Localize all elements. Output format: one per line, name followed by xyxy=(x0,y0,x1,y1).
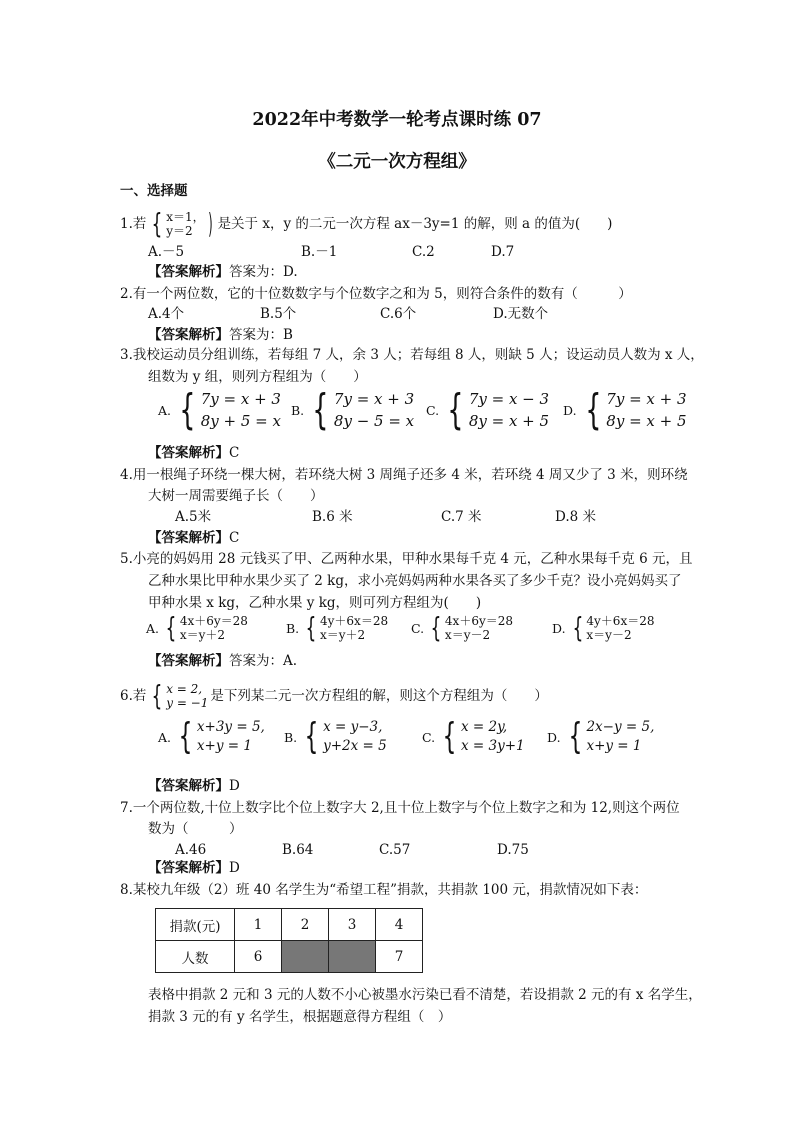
q4-option-c: C.7 米 xyxy=(441,509,482,525)
brace-icon: { xyxy=(568,716,582,757)
option-label: A. xyxy=(158,729,172,745)
eq-2: x+y = 1 xyxy=(196,738,252,754)
eq-1: 2x−y = 5, xyxy=(586,719,655,735)
answer-tag: 【答案解析】 xyxy=(148,264,229,280)
q6-option-d xyxy=(547,718,654,756)
question-7-line-2: 数为（ ） xyxy=(148,821,243,837)
eq-2: x＝y＋2 xyxy=(179,628,226,642)
option-label: C. xyxy=(426,402,440,418)
q7-option-b: B.64 xyxy=(282,842,314,858)
question-5-line-1: 5.小亮的妈妈用 28 元钱买了甲、乙两种水果，甲种水果每千克 4 元，乙种水果每千克 6 元，且 xyxy=(120,551,693,567)
question-1 xyxy=(120,207,613,240)
eq-1: 4y＋6x＝28 xyxy=(320,614,389,628)
table-row xyxy=(156,941,423,973)
q1-text: 是关于 x，y 的二元一次方程 ax－3y=1 的解，则 a 的值为( ) xyxy=(217,216,613,232)
ink-stained-cell xyxy=(329,941,376,973)
option-label: C. xyxy=(411,620,425,636)
page-title: 2022年中考数学一轮考点课时练 07 xyxy=(252,110,542,130)
q7-option-c: C.57 xyxy=(379,842,411,858)
option-label: C. xyxy=(422,729,436,745)
table-cell: 7 xyxy=(376,941,423,973)
donation-table xyxy=(155,908,423,973)
option-label: B. xyxy=(291,402,305,418)
q6-option-a xyxy=(158,718,265,756)
option-label: B. xyxy=(286,620,300,636)
eq-2: 8y + 5 = x xyxy=(200,412,281,430)
question-4-line-2: 大树一周需要绳子长（ ） xyxy=(148,488,324,504)
table-row xyxy=(156,909,423,941)
eq-2: 8y − 5 = x xyxy=(333,412,415,430)
eq-1: 7y = x − 3 xyxy=(468,390,550,408)
q4-option-d: D.8 米 xyxy=(555,509,597,525)
eq-2: y+2x = 5 xyxy=(323,738,387,754)
table-cell: 2 xyxy=(282,909,329,941)
eq-1: x = y−3, xyxy=(323,719,383,735)
q5-option-b xyxy=(286,611,389,644)
eq-1: 7y = x + 3 xyxy=(606,390,687,408)
q2-option-d: D.无数个 xyxy=(493,306,549,322)
question-4-line-1: 4.用一根绳子环绕一棵大树，若环绕大树 3 周绳子还多 4 米，若环绕 4 周又少了 3 米，则环绕 xyxy=(120,467,688,483)
brace-icon: { xyxy=(312,385,329,434)
eq-2: 8y = x + 5 xyxy=(606,412,687,430)
table-cell: 捐款(元) xyxy=(156,909,235,941)
q5-option-a xyxy=(146,611,248,644)
q7-answer xyxy=(148,858,240,878)
brace-icon: { xyxy=(178,716,193,757)
q1-option-a: A.－5 xyxy=(148,244,185,260)
bracket-icon: ) xyxy=(207,207,213,240)
question-3-line-2: 组数为 y 组，则列方程组为（ ） xyxy=(148,369,367,385)
option-label: B. xyxy=(284,729,298,745)
page-subtitle: 《二元一次方程组》 xyxy=(318,152,476,172)
q2-option-a: A.4个 xyxy=(148,306,185,322)
table-cell: 1 xyxy=(235,909,282,941)
q2-option-b: B.5个 xyxy=(260,306,297,322)
q6-option-c xyxy=(422,718,525,756)
answer-tag: 【答案解析】 xyxy=(148,445,229,461)
q3-option-b xyxy=(291,385,415,434)
brace-icon: { xyxy=(447,385,464,434)
eq-1: x = 2y, xyxy=(461,719,508,735)
q3-option-c xyxy=(426,385,550,434)
q7-option-d: D.75 xyxy=(497,842,529,858)
q6-answer xyxy=(148,776,240,796)
answer-tag: 【答案解析】 xyxy=(148,778,229,794)
q4-option-b: B.6 米 xyxy=(312,509,353,525)
question-3-line-1: 3.我校运动员分组训练，若每组 7 人，余 3 人；若每组 8 人，则缺 5 人；设运动员人数为 x 人， xyxy=(120,347,704,363)
question-2: 2.有一个两位数，它的十位数数字与个位数字之和为 5，则符合条件的数有（ ） xyxy=(120,286,632,302)
question-6 xyxy=(120,679,548,712)
q6-option-b xyxy=(284,718,387,756)
option-label: D. xyxy=(552,620,566,636)
q1-option-b: B.－1 xyxy=(301,244,338,260)
q3-option-a xyxy=(158,385,281,434)
option-label: D. xyxy=(563,402,577,418)
q4-option-a: A.5米 xyxy=(175,509,212,525)
brace-icon: { xyxy=(305,611,317,644)
eq-1: 4x＋6y＝28 xyxy=(444,614,514,628)
brace-icon: { xyxy=(442,716,457,757)
q5-answer xyxy=(148,651,297,671)
table-cell: 6 xyxy=(235,941,282,973)
question-5-line-3: 甲种水果 x kg，乙种水果 y kg，则可列方程组为( ) xyxy=(148,595,482,611)
answer-tag: 【答案解析】 xyxy=(148,327,229,343)
ink-stained-cell xyxy=(282,941,329,973)
q1-prefix: 1.若 xyxy=(120,216,147,232)
brace-icon: { xyxy=(430,611,442,644)
q6-eq-2: y = −1 xyxy=(166,696,209,710)
q3-option-d xyxy=(563,385,687,434)
q6-prefix: 6.若 xyxy=(120,688,147,704)
q1-option-d: D.7 xyxy=(491,244,515,260)
eq-1: 7y = x + 3 xyxy=(200,390,281,408)
answer-text: 答案为：D. xyxy=(229,264,298,280)
q5-option-d xyxy=(552,611,655,644)
eq-2: x＝y－2 xyxy=(586,628,632,642)
q6-system xyxy=(148,679,209,712)
q7-option-a: A.46 xyxy=(175,842,207,858)
q6-eq-1: x = 2, xyxy=(166,682,203,696)
q5-option-c xyxy=(411,611,514,644)
eq-1: 7y = x + 3 xyxy=(333,390,415,408)
section-heading: 一、选择题 xyxy=(120,183,188,199)
answer-text: C xyxy=(229,445,240,461)
brace-icon: { xyxy=(179,385,196,434)
option-label: A. xyxy=(158,402,172,418)
option-label: A. xyxy=(146,620,160,636)
option-label: D. xyxy=(547,729,561,745)
question-7-line-1: 7.一个两位数,十位上数字比个位上数字大 2,且十位上数字与个位上数字之和为 12,则这个两位 xyxy=(120,800,680,816)
q1-answer xyxy=(148,262,298,282)
brace-icon: { xyxy=(572,611,583,644)
eq-1: x+3y = 5, xyxy=(196,719,265,735)
question-8-line-1: 8.某校九年级（2）班 40 名学生为“希望工程”捐款，共捐款 100 元，捐款情况如下表： xyxy=(120,882,648,898)
q1-system xyxy=(148,207,215,240)
question-8-line-2: 表格中捐款 2 元和 3 元的人数不小心被墨水污染已看不清楚，若设捐款 2 元的有 x 名学生， xyxy=(148,987,702,1003)
q2-answer xyxy=(148,325,293,345)
q2-option-c: C.6个 xyxy=(380,306,417,322)
eq-2: x＝y－2 xyxy=(444,628,491,642)
answer-text: C xyxy=(229,530,240,546)
q1-eq-2: y＝2 xyxy=(166,224,193,238)
q6-text: 是下列某二元一次方程组的解，则这个方程组为（ ） xyxy=(210,688,548,704)
eq-1: 4y＋6x＝28 xyxy=(586,614,655,628)
eq-2: x+y = 1 xyxy=(586,738,642,754)
table-cell: 人数 xyxy=(156,941,235,973)
q1-eq-1: x＝1， xyxy=(166,210,205,224)
answer-tag: 【答案解析】 xyxy=(148,530,229,546)
brace-icon: { xyxy=(304,716,319,757)
table-cell: 4 xyxy=(376,909,423,941)
q1-option-c: C.2 xyxy=(412,244,435,260)
answer-tag: 【答案解析】 xyxy=(148,653,229,669)
eq-2: 8y = x + 5 xyxy=(468,412,550,430)
answer-text: D xyxy=(229,778,240,794)
answer-text: 答案为：A. xyxy=(229,653,298,669)
eq-2: x = 3y+1 xyxy=(461,738,525,754)
eq-2: x＝y＋2 xyxy=(320,628,366,642)
q4-answer xyxy=(148,528,239,548)
brace-icon: { xyxy=(584,385,601,434)
question-5-line-2: 乙种水果比甲种水果少买了 2 kg，求小亮妈妈两种水果各买了多少千克？设小亮妈妈买了 xyxy=(148,573,682,589)
answer-text: D xyxy=(229,860,240,876)
eq-1: 4x＋6y＝28 xyxy=(179,614,248,628)
answer-text: 答案为：B xyxy=(229,327,293,343)
brace-icon: { xyxy=(165,611,177,644)
brace-icon: { xyxy=(151,207,163,240)
q3-answer xyxy=(148,443,239,463)
table-cell: 3 xyxy=(329,909,376,941)
answer-tag: 【答案解析】 xyxy=(148,860,229,876)
question-8-line-3: 捐款 3 元的有 y 名学生，根据题意得方程组（ ） xyxy=(148,1009,452,1025)
brace-icon: { xyxy=(151,679,163,712)
